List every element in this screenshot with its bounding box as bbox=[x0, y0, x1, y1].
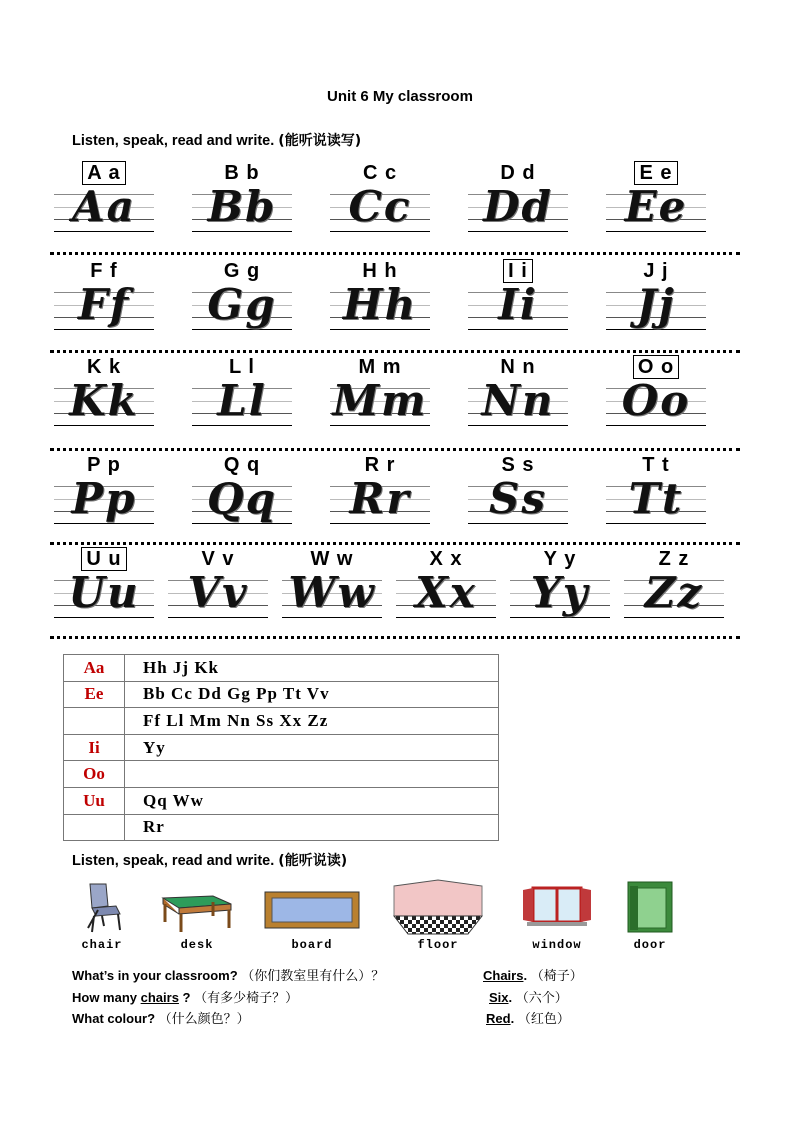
script-letter: Vv bbox=[187, 568, 249, 617]
vowel-cell: Ee bbox=[64, 681, 125, 708]
question-text: What’s in your classroom? bbox=[72, 968, 238, 983]
handwriting-lines bbox=[168, 568, 268, 624]
handwriting-lines bbox=[192, 280, 292, 336]
vowel-cell: Oo bbox=[64, 761, 125, 788]
dotted-divider bbox=[50, 542, 740, 545]
question-text: What colour? bbox=[72, 1011, 156, 1026]
script-letter: Uu bbox=[68, 568, 140, 617]
handwriting-lines bbox=[606, 376, 706, 432]
answer-text: Red bbox=[486, 1011, 511, 1026]
print-letter: O o bbox=[633, 355, 679, 379]
board-icon bbox=[262, 876, 362, 936]
table-row bbox=[64, 708, 499, 735]
script-letter: Gg bbox=[207, 280, 277, 329]
answer-text: Chairs bbox=[483, 968, 524, 983]
vowel-cell: Ii bbox=[64, 734, 125, 761]
print-letter: R r bbox=[364, 454, 396, 476]
answer-1 bbox=[483, 965, 583, 984]
vowel-cell: Aa bbox=[64, 655, 125, 682]
letters-cell bbox=[125, 761, 499, 788]
question-punct: ? bbox=[178, 990, 191, 1005]
script-letter: Nn bbox=[481, 376, 555, 425]
answer-3 bbox=[486, 1008, 570, 1027]
handwriting-lines bbox=[54, 376, 154, 432]
letter-cell bbox=[330, 354, 430, 438]
letter-cell bbox=[192, 160, 292, 244]
print-letter: W w bbox=[310, 548, 354, 570]
script-letter: Bb bbox=[207, 182, 277, 231]
letter-cell bbox=[624, 546, 724, 630]
table-row bbox=[64, 761, 499, 788]
print-letter: Z z bbox=[658, 548, 690, 570]
print-letter: D d bbox=[500, 162, 536, 184]
letters-cell: Yy bbox=[125, 734, 499, 761]
answer-text: Six bbox=[489, 990, 509, 1005]
dotted-divider bbox=[50, 448, 740, 451]
script-letter: Qq bbox=[207, 474, 277, 523]
print-letter: S s bbox=[501, 454, 535, 476]
script-letter: Ll bbox=[217, 376, 267, 425]
print-letter: K k bbox=[86, 356, 122, 378]
script-letter: Yy bbox=[530, 568, 590, 617]
floor-icon bbox=[388, 876, 488, 936]
script-letter: Jj bbox=[636, 280, 676, 329]
script-letter: Ff bbox=[78, 280, 130, 329]
table-row bbox=[64, 655, 499, 682]
table-row bbox=[64, 681, 499, 708]
script-letter: Aa bbox=[72, 182, 136, 231]
handwriting-lines bbox=[54, 568, 154, 624]
handwriting-lines bbox=[192, 182, 292, 238]
handwriting-lines bbox=[330, 280, 430, 336]
script-letter: Xx bbox=[415, 568, 477, 617]
answer-chinese: （六个） bbox=[515, 991, 568, 1006]
script-letter: Ww bbox=[288, 568, 376, 617]
print-letter: V v bbox=[201, 548, 235, 570]
letter-cell bbox=[54, 546, 154, 630]
print-letter: H h bbox=[362, 260, 398, 282]
question-2 bbox=[72, 987, 298, 1006]
handwriting-lines bbox=[54, 474, 154, 530]
question-1 bbox=[72, 965, 384, 984]
handwriting-lines bbox=[192, 474, 292, 530]
letters-cell: Hh Jj Kk bbox=[125, 655, 499, 682]
heading-english: Listen, speak, read and write. bbox=[72, 853, 275, 869]
handwriting-lines bbox=[54, 182, 154, 238]
script-letter: Ss bbox=[489, 474, 547, 523]
vowel-cell bbox=[64, 814, 125, 841]
print-letter: E e bbox=[634, 161, 677, 185]
picture-label: desk bbox=[180, 938, 214, 952]
letter-cell bbox=[330, 258, 430, 342]
letter-cell bbox=[468, 452, 568, 536]
handwriting-lines bbox=[624, 568, 724, 624]
alphabet-row bbox=[50, 160, 740, 244]
script-letter: Ii bbox=[498, 280, 538, 329]
letter-cell bbox=[468, 258, 568, 342]
table-row bbox=[64, 734, 499, 761]
letter-cell bbox=[468, 160, 568, 244]
answer-punct: . bbox=[510, 1011, 515, 1026]
handwriting-lines bbox=[510, 568, 610, 624]
script-letter: Zz bbox=[644, 568, 704, 617]
table-row bbox=[64, 814, 499, 841]
heading-english: Listen, speak, read and write. bbox=[72, 133, 275, 149]
window-icon bbox=[517, 876, 597, 936]
picture-label: window bbox=[532, 938, 582, 952]
picture-window bbox=[517, 876, 597, 952]
letters-cell: Qq Ww bbox=[125, 787, 499, 814]
answer-2 bbox=[489, 987, 568, 1006]
letter-cell bbox=[54, 160, 154, 244]
picture-board bbox=[262, 876, 362, 952]
handwriting-lines bbox=[606, 280, 706, 336]
door-icon bbox=[620, 876, 680, 936]
handwriting-lines bbox=[468, 280, 568, 336]
table-row bbox=[64, 787, 499, 814]
question-chinese: （有多少椅子？） bbox=[194, 991, 299, 1006]
script-letter: Cc bbox=[348, 182, 412, 231]
handwriting-lines bbox=[330, 474, 430, 530]
script-letter: Tt bbox=[628, 474, 684, 523]
letter-cell bbox=[606, 354, 706, 438]
desk-icon bbox=[157, 876, 237, 936]
handwriting-lines bbox=[330, 376, 430, 432]
letter-cell bbox=[468, 354, 568, 438]
heading-chinese: (能听说读写) bbox=[278, 133, 362, 149]
letter-cell bbox=[192, 258, 292, 342]
letter-cell bbox=[192, 452, 292, 536]
print-letter: X x bbox=[429, 548, 463, 570]
letter-cell bbox=[606, 258, 706, 342]
letter-cell bbox=[606, 452, 706, 536]
alphabet-row bbox=[50, 354, 740, 438]
picture-label: floor bbox=[417, 938, 459, 952]
picture-label: chair bbox=[81, 938, 123, 952]
question-3 bbox=[72, 1008, 250, 1027]
chair-icon bbox=[72, 876, 132, 936]
letter-cell bbox=[168, 546, 268, 630]
print-letter: C c bbox=[362, 162, 398, 184]
script-letter: Oo bbox=[621, 376, 691, 425]
picture-floor bbox=[388, 876, 488, 952]
script-letter: Dd bbox=[483, 182, 553, 231]
letter-cell bbox=[54, 258, 154, 342]
script-letter: Rr bbox=[349, 474, 411, 523]
picture-label: board bbox=[291, 938, 333, 952]
print-letter: J j bbox=[643, 260, 669, 282]
question-underlined: chairs bbox=[140, 990, 179, 1005]
answer-punct: . bbox=[523, 968, 528, 983]
handwriting-lines bbox=[468, 376, 568, 432]
script-letter: Ee bbox=[624, 182, 688, 231]
vowel-cell bbox=[64, 708, 125, 735]
script-letter: Mm bbox=[332, 376, 428, 425]
question-chinese: （你们教室里有什么）？ bbox=[241, 969, 385, 984]
handwriting-lines bbox=[54, 280, 154, 336]
handwriting-lines bbox=[330, 182, 430, 238]
print-letter: Q q bbox=[223, 454, 261, 476]
handwriting-lines bbox=[468, 182, 568, 238]
print-letter: Y y bbox=[543, 548, 577, 570]
handwriting-lines bbox=[396, 568, 496, 624]
print-letter: I i bbox=[503, 259, 533, 283]
dotted-divider bbox=[50, 636, 740, 639]
letter-cell bbox=[330, 160, 430, 244]
letters-cell: Bb Cc Dd Gg Pp Tt Vv bbox=[125, 681, 499, 708]
section-heading-read bbox=[72, 850, 347, 870]
alphabet-row bbox=[50, 546, 740, 630]
handwriting-lines bbox=[468, 474, 568, 530]
heading-chinese: (能听说读) bbox=[278, 853, 348, 869]
script-letter: Kk bbox=[69, 376, 139, 425]
handwriting-lines bbox=[606, 182, 706, 238]
question-chinese: （什么颜色？） bbox=[158, 1012, 250, 1027]
answer-chinese: （红色） bbox=[517, 1012, 570, 1027]
letter-cell bbox=[510, 546, 610, 630]
print-letter: U u bbox=[81, 547, 126, 571]
handwriting-lines bbox=[606, 474, 706, 530]
print-letter: B b bbox=[224, 162, 260, 184]
page-title: Unit 6 My classroom bbox=[327, 88, 473, 105]
picture-door bbox=[620, 876, 680, 952]
vowel-table bbox=[63, 654, 499, 841]
letter-cell bbox=[282, 546, 382, 630]
letters-cell: Rr bbox=[125, 814, 499, 841]
print-letter: A a bbox=[82, 161, 125, 185]
print-letter: T t bbox=[642, 454, 670, 476]
print-letter: P p bbox=[87, 454, 121, 476]
letter-cell bbox=[54, 354, 154, 438]
print-letter: M m bbox=[358, 356, 402, 378]
alphabet-row bbox=[50, 258, 740, 342]
picture-label: door bbox=[633, 938, 667, 952]
handwriting-lines bbox=[192, 376, 292, 432]
script-letter: Hh bbox=[342, 280, 418, 329]
print-letter: L l bbox=[229, 356, 255, 378]
letter-cell bbox=[396, 546, 496, 630]
handwriting-lines bbox=[282, 568, 382, 624]
answer-chinese: （椅子） bbox=[530, 969, 583, 984]
alphabet-row bbox=[50, 452, 740, 536]
picture-desk bbox=[157, 876, 237, 952]
letter-cell bbox=[54, 452, 154, 536]
print-letter: N n bbox=[500, 356, 536, 378]
print-letter: F f bbox=[90, 260, 118, 282]
picture-chair bbox=[72, 876, 132, 952]
dotted-divider bbox=[50, 252, 740, 255]
letter-cell bbox=[192, 354, 292, 438]
letter-cell bbox=[330, 452, 430, 536]
dotted-divider bbox=[50, 350, 740, 353]
letters-cell: Ff Ll Mm Nn Ss Xx Zz bbox=[125, 708, 499, 735]
script-letter: Pp bbox=[71, 474, 137, 523]
section-heading-write bbox=[72, 130, 361, 150]
vowel-cell: Uu bbox=[64, 787, 125, 814]
print-letter: G g bbox=[223, 260, 261, 282]
letter-cell bbox=[606, 160, 706, 244]
question-text: How many bbox=[72, 990, 141, 1005]
answer-punct: . bbox=[508, 990, 513, 1005]
